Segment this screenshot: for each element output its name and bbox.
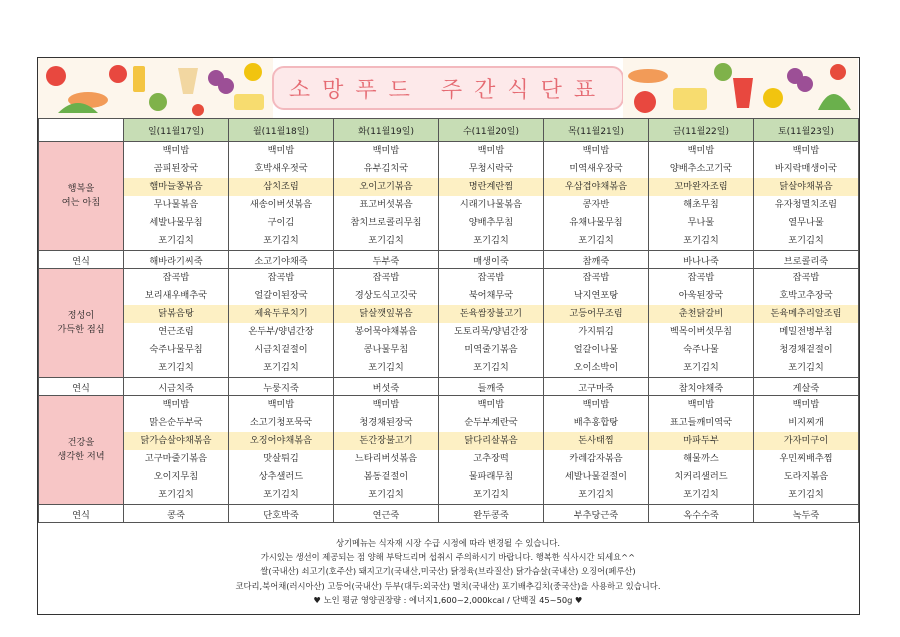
menu-item: 오이지무침 [153,471,199,482]
meal-category-label: 정성이 [67,310,95,321]
day-header: 일(11월17일) [124,119,229,142]
menu-item: 포기김치 [263,489,299,500]
menu-item: 물파래무침 [468,471,514,482]
snack-item: 고구마죽 [544,378,649,396]
menu-item: 시래기나물볶음 [459,199,523,210]
day-menu-cell [334,269,439,378]
day-menu-cell [544,142,649,251]
menu-item: 포기김치 [473,362,509,373]
menu-item: 돈육쌈장불고기 [439,305,543,323]
menu-item: 고등어무조림 [544,305,648,323]
day-menu-cell [754,142,859,251]
meal-row [39,396,859,505]
menu-item: 백미밥 [267,145,295,156]
menu-item: 포기김치 [158,489,194,500]
menu-item: 참치브로콜리무침 [350,217,422,228]
menu-item: 잡곡밥 [162,272,190,283]
snack-item: 해바라기씨죽 [124,251,229,269]
menu-item: 새송이버섯볶음 [249,199,313,210]
menu-item: 포기김치 [683,235,719,246]
menu-item: 마파두부 [649,432,753,450]
menu-item: 백미밥 [372,399,400,410]
menu-item: 무나물 [687,217,715,228]
day-header: 수(11월20일) [439,119,544,142]
menu-item: 백미밥 [162,399,190,410]
menu-item: 포기김치 [683,362,719,373]
meal-category-label: 행복을 [67,183,95,194]
meal-row [39,269,859,378]
meal-category-label: 가득한 점심 [57,324,105,335]
menu-item: 세발나물겉절이 [564,471,628,482]
menu-item: 열무나물 [788,217,824,228]
day-menu-cell [439,396,544,505]
menu-item: 잡곡밥 [477,272,505,283]
menu-item: 무나물볶음 [153,199,199,210]
menu-item: 포기김치 [578,235,614,246]
note-line: 코다리,북어채(러시아산) 고등어(국내산) 두부(대두:외국산) 멸치(국내산) 포기배추김치(중국산)을 사용하고 있습니다. [235,580,661,591]
title-banner [38,58,858,119]
menu-item: 숙주나물 [683,344,719,355]
menu-item: 해물까스 [683,453,719,464]
menu-item: 우삼겹야채볶음 [544,178,648,196]
day-menu-cell [439,142,544,251]
day-menu-cell [439,269,544,378]
day-menu-cell [124,269,229,378]
menu-item: 바지락매생이국 [774,163,838,174]
menu-item: 포기김치 [788,362,824,373]
menu-item: 포기김치 [788,235,824,246]
menu-item: 숙주나물무침 [149,344,203,355]
page-title-box [272,66,624,110]
note-line: 가시있는 생선이 제공되는 점 양해 부탁드리며 섭취시 주의하시기 바랍니다. 행복한 식사시간 되세요^^ [260,552,636,563]
menu-item: 꼬마완자조림 [649,178,753,196]
snack-item: 게살죽 [754,378,859,396]
snack-item: 단호박죽 [229,505,334,523]
menu-item: 곰피된장국 [153,163,199,174]
menu-item: 제육두루치기 [229,305,333,323]
menu-item: 느타리버섯볶음 [354,453,418,464]
menu-item: 백미밥 [792,399,820,410]
snack-row [39,378,859,396]
menu-item: 북어채무국 [468,290,514,301]
snack-item: 시금치죽 [124,378,229,396]
menu-item: 가자미구이 [754,432,858,450]
menu-item: 포기김치 [683,489,719,500]
snack-item: 버섯죽 [334,378,439,396]
menu-item: 양배추소고기국 [669,163,733,174]
menu-item: 유채나물무침 [569,217,623,228]
day-menu-cell [649,396,754,505]
snack-item: 참깨죽 [544,251,649,269]
menu-item: 고구마줄기볶음 [144,453,208,464]
menu-item: 표고버섯볶음 [359,199,413,210]
nutrition-note: ♥ 노인 평균 영양권장량 : 에너지1,600~2,000kcal / 단백질 45~50g ♥ [313,594,583,605]
meal-category-label: 건강을 [67,437,95,448]
menu-item: 세발나물무침 [149,217,203,228]
menu-item: 우민찌배추찜 [779,453,833,464]
menu-item: 잡곡밥 [372,272,400,283]
menu-item: 아욱된장국 [678,290,724,301]
menu-item: 무청시락국 [468,163,514,174]
menu-item: 닭살깻잎볶음 [334,305,438,323]
menu-item: 백미밥 [477,399,505,410]
menu-item: 도라지볶음 [783,471,829,482]
day-menu-cell [649,142,754,251]
menu-item: 호박새우젓국 [254,163,308,174]
snack-label: 연식 [39,378,124,396]
menu-item: 백미밥 [582,145,610,156]
meal-category [39,396,124,505]
menu-item: 콩자반 [582,199,610,210]
menu-item: 유부김치국 [363,163,409,174]
snack-row [39,251,859,269]
day-menu-cell [334,396,439,505]
snack-row [39,505,859,523]
menu-item: 유자청멸치조림 [774,199,838,210]
menu-item: 표고들깨미역국 [669,417,733,428]
menu-item: 낙지연포탕 [573,290,619,301]
menu-item: 메밀전병부침 [779,326,833,337]
day-menu-cell [229,142,334,251]
menu-item: 명란계란찜 [439,178,543,196]
menu-item: 상추샐러드 [258,471,304,482]
menu-item: 미역줄기볶음 [464,344,518,355]
meal-category [39,269,124,378]
menu-item: 돈간장불고기 [334,432,438,450]
day-header: 목(11월21일) [544,119,649,142]
day-header: 화(11월19일) [334,119,439,142]
snack-label: 연식 [39,505,124,523]
menu-sheet [37,57,860,615]
snack-item: 참치야채죽 [649,378,754,396]
day-menu-cell [124,396,229,505]
menu-item: 춘천닭갈비 [649,305,753,323]
weekly-menu-table [38,118,859,523]
menu-item: 삼치조림 [229,178,333,196]
menu-item: 포기김치 [578,489,614,500]
day-menu-cell [229,396,334,505]
menu-item: 청경채겉절이 [779,344,833,355]
menu-item: 돈육메추리알조림 [754,305,858,323]
food-illustration-left [38,58,273,118]
menu-item: 햄마늘쫑볶음 [124,178,228,196]
day-menu-cell [754,396,859,505]
menu-item: 봄동겉절이 [363,471,409,482]
menu-item: 미역새우장국 [569,163,623,174]
menu-item: 백미밥 [162,145,190,156]
menu-item: 얼갈이나물 [573,344,619,355]
menu-item: 백미밥 [477,145,505,156]
menu-item: 치커리샐러드 [674,471,728,482]
menu-item: 봉어묵야채볶음 [354,326,418,337]
menu-item: 닭가슴살야채볶음 [124,432,228,450]
menu-item: 오이고기볶음 [334,178,438,196]
menu-item: 닭살야채볶음 [754,178,858,196]
menu-item: 보리새우배추국 [144,290,208,301]
snack-item: 녹두죽 [754,505,859,523]
day-menu-cell [334,142,439,251]
menu-item: 잡곡밥 [687,272,715,283]
snack-item: 소고기야채죽 [229,251,334,269]
corner-cell [39,119,124,142]
menu-item: 백미밥 [582,399,610,410]
day-header-row [39,119,859,142]
menu-item: 고추장떡 [473,453,509,464]
notes-section [38,530,858,614]
day-header: 금(11월22일) [649,119,754,142]
meal-row [39,142,859,251]
snack-label: 연식 [39,251,124,269]
snack-item: 매생이죽 [439,251,544,269]
snack-item: 두부죽 [334,251,439,269]
meal-category-label: 생각한 저녁 [57,451,105,462]
menu-item: 얼갈이된장국 [254,290,308,301]
menu-item: 닭다리살볶음 [439,432,543,450]
menu-item: 닭볶음탕 [124,305,228,323]
menu-item: 시금치겉절이 [254,344,308,355]
menu-item: 포기김치 [158,235,194,246]
menu-item: 오이소박이 [573,362,619,373]
menu-item: 경상도식고깃국 [354,290,418,301]
day-menu-cell [124,142,229,251]
menu-item: 포기김치 [473,235,509,246]
menu-item: 잡곡밥 [267,272,295,283]
snack-item: 부추당근죽 [544,505,649,523]
menu-item: 양배추무침 [468,217,514,228]
menu-item: 백미밥 [687,145,715,156]
menu-item: 구이김 [267,217,295,228]
day-header: 토(11월23일) [754,119,859,142]
menu-item: 맑은순두부국 [149,417,203,428]
menu-item: 도토리묵/양념간장 [453,326,529,337]
menu-item: 포기김치 [263,235,299,246]
menu-item: 백미밥 [372,145,400,156]
menu-item: 잡곡밥 [582,272,610,283]
menu-item: 포기김치 [368,235,404,246]
day-menu-cell [649,269,754,378]
snack-item: 누룽지죽 [229,378,334,396]
menu-item: 콩나물무침 [363,344,409,355]
snack-item: 연근죽 [334,505,439,523]
menu-item: 카레감자볶음 [569,453,623,464]
menu-item: 포기김치 [788,489,824,500]
menu-item: 온두부/양념간장 [248,326,314,337]
meal-category [39,142,124,251]
menu-item: 청경채된장국 [359,417,413,428]
menu-item: 포기김치 [368,489,404,500]
day-menu-cell [544,396,649,505]
menu-item: 순두부계란국 [464,417,518,428]
food-illustration-right [623,58,858,118]
day-menu-cell [754,269,859,378]
menu-item: 배추홍합탕 [573,417,619,428]
snack-item: 옥수수죽 [649,505,754,523]
menu-item: 포기김치 [158,362,194,373]
menu-item: 백미밥 [267,399,295,410]
snack-item: 들깨죽 [439,378,544,396]
menu-item: 맛살튀김 [263,453,299,464]
menu-item: 소고기청포묵국 [249,417,313,428]
snack-item: 바나나죽 [649,251,754,269]
note-line: 쌀(국내산) 쇠고기(호주산) 돼지고기(국내산,미국산) 닭정육(브라질산) 닭가슴살(국내산) 오징어(페루산) [260,566,636,577]
note-line: 상기메뉴는 식자재 시장 수급 시정에 따라 변경될 수 있습니다. [335,538,561,548]
menu-item: 백미밥 [687,399,715,410]
menu-item: 돈사태찜 [544,432,648,450]
menu-item: 가지튀김 [578,326,614,337]
menu-item: 해초무침 [683,199,719,210]
snack-item: 완두콩죽 [439,505,544,523]
menu-item: 포기김치 [263,362,299,373]
day-menu-cell [229,269,334,378]
day-header: 월(11월18일) [229,119,334,142]
menu-item: 오징어야채볶음 [229,432,333,450]
menu-item: 백미밥 [792,145,820,156]
menu-item: 연근조림 [158,326,194,337]
meal-category-label: 여는 아침 [61,197,101,208]
day-menu-cell [544,269,649,378]
menu-item: 포기김치 [368,362,404,373]
menu-item: 비지찌개 [788,417,824,428]
menu-item: 포기김치 [473,489,509,500]
menu-item: 호박고추장국 [779,290,833,301]
menu-item: 벡목이버섯무침 [669,326,733,337]
page-title: 소망푸드 주간식단표 [288,77,608,103]
snack-item: 콩죽 [124,505,229,523]
snack-item: 브로콜리죽 [754,251,859,269]
menu-item: 잡곡밥 [792,272,820,283]
